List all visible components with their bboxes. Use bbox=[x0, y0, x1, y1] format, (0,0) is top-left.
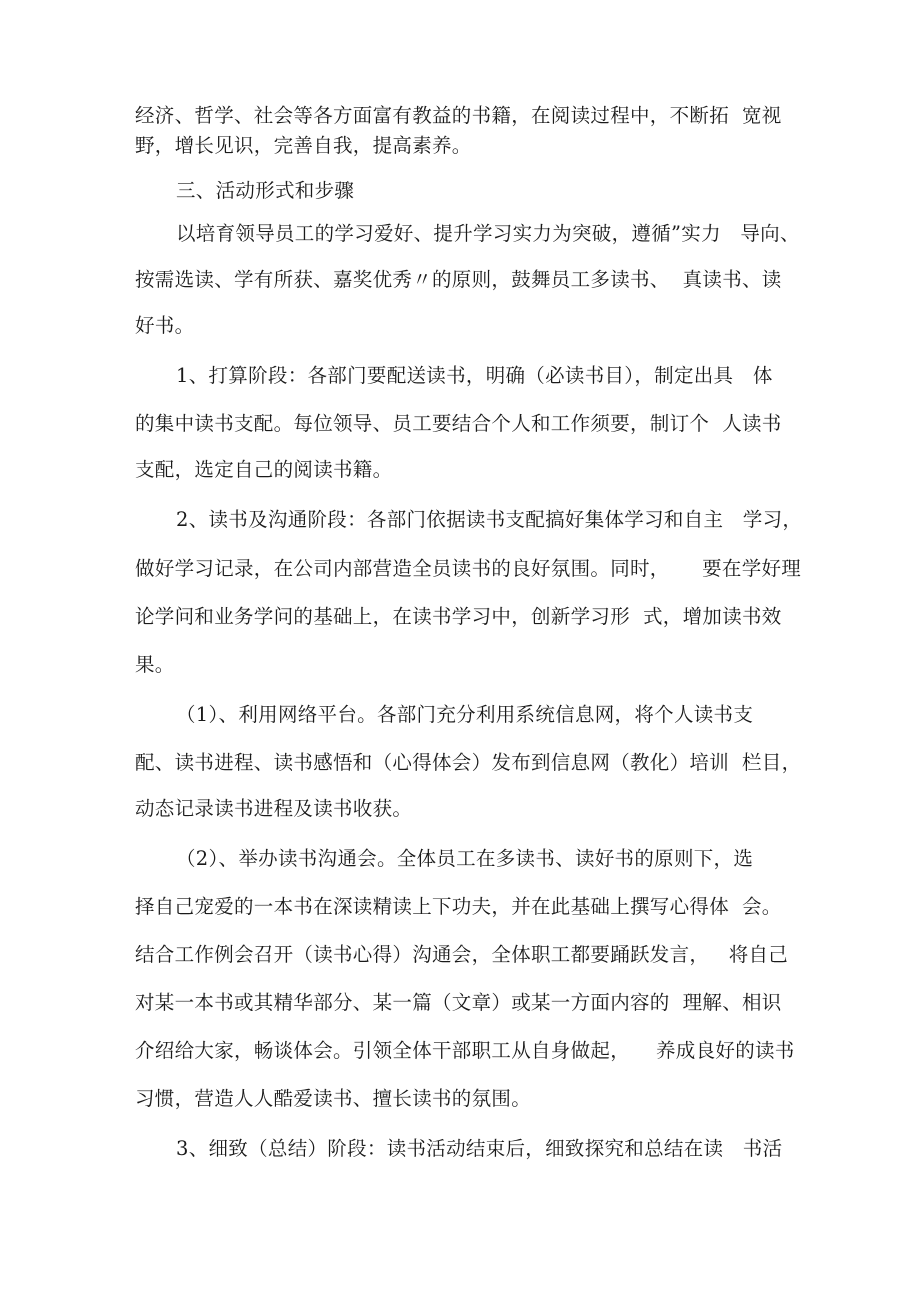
text-line: 以培育领导员工的学习爱好、提升学习实力为突破，遵循”实力 导向、 bbox=[176, 222, 800, 245]
text-line: 支配，选定自己的阅读书籍。 bbox=[135, 458, 393, 481]
text-line: 3、细致（总结）阶段：读书活动结束后，细致探究和总结在读 书活 bbox=[176, 1137, 783, 1160]
text-line: 的集中读书支配。每位领导、员工要结合个人和工作须要，制订个 人读书 bbox=[135, 412, 782, 435]
section-heading: 三、活动形式和步骤 bbox=[176, 179, 355, 202]
text-line: 2、读书及沟通阶段：各部门依据读书支配搞好集体学习和自主 学习， bbox=[176, 508, 803, 531]
text-line: 经济、哲学、社会等各方面富有教益的书籍，在阅读过程中，不断拓 宽视 bbox=[135, 104, 782, 127]
text-line: 动态记录读书进程及读书收获。 bbox=[135, 797, 413, 820]
text-line: 做好学习记录，在公司内部营造全员读书的良好氛围。同时， 要在学好理 bbox=[135, 557, 802, 580]
text-line: 果。 bbox=[135, 653, 175, 676]
text-line: 习惯，营造人人酷爱读书、擅长读书的氛围。 bbox=[135, 1087, 532, 1110]
text-line: （1）、利用网络平台。各部门充分利用系统信息网，将个人读书支 bbox=[176, 703, 754, 726]
text-line: 野，增长见识，完善自我，提高素养。 bbox=[135, 134, 472, 157]
text-line: 配、读书进程、读书感悟和（心得体会）发布到信息网（教化）培训 栏目， bbox=[135, 751, 802, 774]
text-line: 结合工作例会召开（读书心得）沟通会，全体职工都要踊跃发言， 将自己 bbox=[135, 943, 789, 966]
text-line: （2）、举办读书沟通会。全体员工在多读书、读好书的原则下，选 bbox=[176, 847, 754, 870]
text-line: 择自己宠爱的一本书在深读精读上下功夫，并在此基础上撰写心得体 会。 bbox=[135, 895, 782, 918]
text-line: 1、打算阶段：各部门要配送读书，明确（必读书目），制定出具 体 bbox=[176, 364, 773, 387]
text-line: 论学问和业务学问的基础上，在读书学习中，创新学习形 式，增加读书效 bbox=[135, 605, 782, 628]
text-line: 好书。 bbox=[135, 314, 195, 337]
text-line: 对某一本书或其精华部分、某一篇（文章）或某一方面内容的 理解、相识 bbox=[135, 991, 782, 1014]
text-line: 按需选读、学有所获、嘉奖优秀〃的原则，鼓舞员工多读书、 真读书、读 bbox=[135, 268, 782, 291]
text-line: 介绍给大家，畅谈体会。引领全体干部职工从自身做起， 养成良好的读书 bbox=[135, 1039, 795, 1062]
